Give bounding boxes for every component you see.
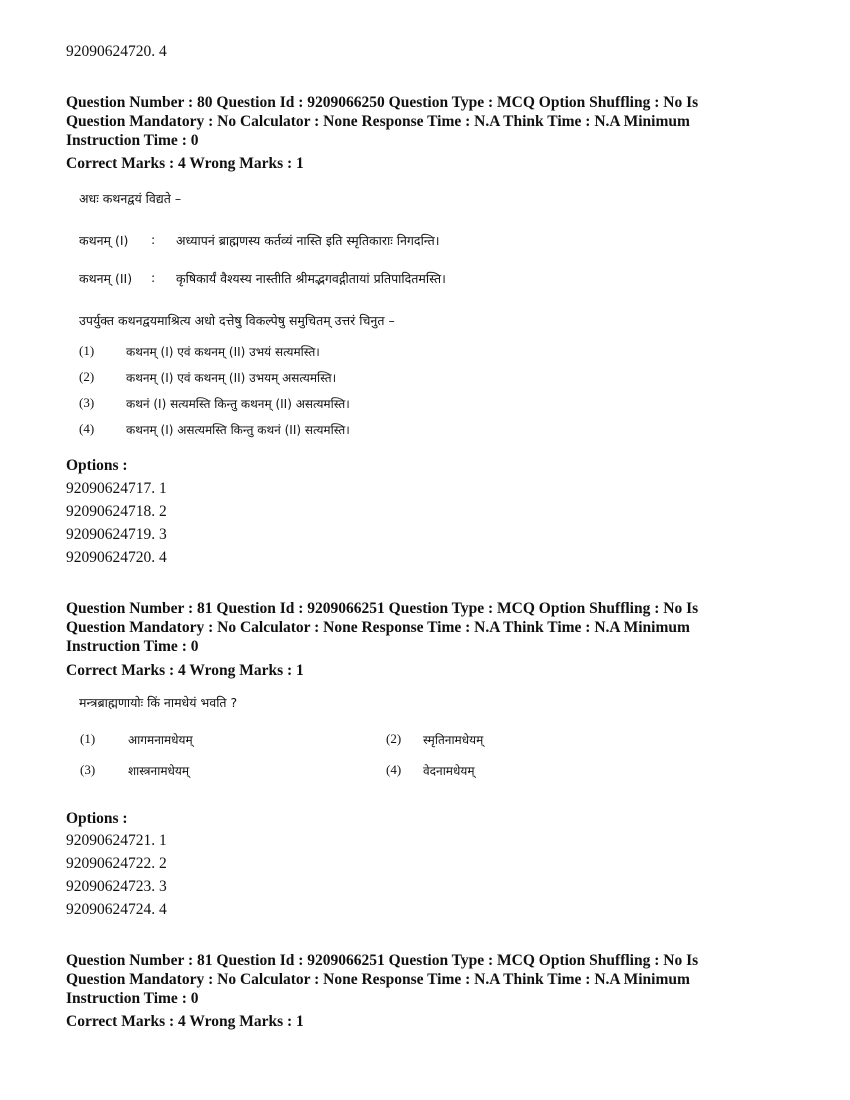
option-id-line: 92090624722. 2 — [66, 855, 167, 872]
statement-colon: : — [151, 232, 156, 247]
choice-text: कथनं (I) सत्यमस्ति किन्तु कथनम् (II) असत्यमस्ति। — [126, 397, 350, 411]
option-id-line: 92090624717. 1 — [66, 480, 167, 497]
statement-text: कृषिकार्यं वैश्यस्य नास्तीति श्रीमद्भगवद्गीतायां प्रतिपादितमस्ति। — [176, 271, 446, 286]
choice-text: स्मृतिनामधेयम् — [423, 733, 484, 747]
question-header-line-3: Instruction Time : 0 — [66, 990, 199, 1007]
question-prompt: उपर्युक्त कथनद्वयमाश्रित्य अधो दत्तेषु विकल्पेषु समुचितम् उत्तरं चिनुत – — [79, 313, 395, 328]
question-marks: Correct Marks : 4 Wrong Marks : 1 — [66, 155, 304, 172]
option-id-line: 92090624719. 3 — [66, 526, 167, 543]
choice-text: कथनम् (I) एवं कथनम् (II) उभयम् असत्यमस्ति। — [126, 371, 337, 385]
question-header-line-2: Question Mandatory : No Calculator : None Response Time : N.A Think Time : N.A Minimum — [66, 971, 690, 988]
choice-number: (3) — [80, 762, 96, 777]
question-prompt: मन्त्रब्राह्मणायोः किं नामधेयं भवति ? — [79, 695, 238, 710]
statement-text: अध्यापनं ब्राह्मणस्य कर्तव्यं नास्ति इति स्मृतिकाराः निगदन्ति। — [176, 233, 440, 248]
statement-label: कथनम् (II) — [79, 271, 133, 286]
question-intro: अधः कथनद्वयं विद्यते – — [79, 191, 182, 206]
question-header-line-2: Question Mandatory : No Calculator : None Response Time : N.A Think Time : N.A Minimum — [66, 619, 690, 636]
choice-text: वेदनामधेयम् — [423, 764, 475, 778]
question-header-line-3: Instruction Time : 0 — [66, 132, 199, 149]
choice-number: (4) — [79, 421, 95, 436]
question-header-line-1: Question Number : 81 Question Id : 9209066251 Question Type : MCQ Option Shuffling : No Is — [66, 600, 699, 617]
choice-text: शास्त्रनामधेयम् — [128, 764, 190, 778]
statement-colon: : — [151, 270, 156, 285]
question-marks: Correct Marks : 4 Wrong Marks : 1 — [66, 662, 304, 679]
choice-number: (2) — [79, 369, 95, 384]
option-id-line: 92090624720. 4 — [66, 549, 167, 566]
statement-label: कथनम् (I) — [79, 233, 129, 248]
choice-number: (3) — [79, 395, 95, 410]
option-id-line: 92090624723. 3 — [66, 878, 167, 895]
option-id-line: 92090624718. 2 — [66, 503, 167, 520]
question-marks: Correct Marks : 4 Wrong Marks : 1 — [66, 1013, 304, 1030]
choice-number: (1) — [80, 731, 96, 746]
question-header-line-1: Question Number : 80 Question Id : 9209066250 Question Type : MCQ Option Shuffling : No Is — [66, 94, 699, 111]
choice-number: (2) — [386, 731, 402, 746]
choice-number: (4) — [386, 762, 402, 777]
question-header-line-1: Question Number : 81 Question Id : 9209066251 Question Type : MCQ Option Shuffling : No Is — [66, 952, 699, 969]
option-id-line: 92090624721. 1 — [66, 832, 167, 849]
choice-number: (1) — [79, 343, 95, 358]
question-header-line-2: Question Mandatory : No Calculator : None Response Time : N.A Think Time : N.A Minimum — [66, 113, 690, 130]
choice-text: आगमनामधेयम् — [128, 733, 193, 747]
choice-text: कथनम् (I) एवं कथनम् (II) उभयं सत्यमस्ति। — [126, 345, 320, 359]
option-id-line: 92090624724. 4 — [66, 901, 167, 918]
options-label: Options : — [66, 810, 128, 827]
choice-text: कथनम् (I) असत्यमस्ति किन्तु कथनं (II) सत्यमस्ति। — [126, 423, 350, 437]
question-header-line-3: Instruction Time : 0 — [66, 638, 199, 655]
previous-option-line: 92090624720. 4 — [66, 43, 167, 60]
options-label: Options : — [66, 457, 128, 474]
